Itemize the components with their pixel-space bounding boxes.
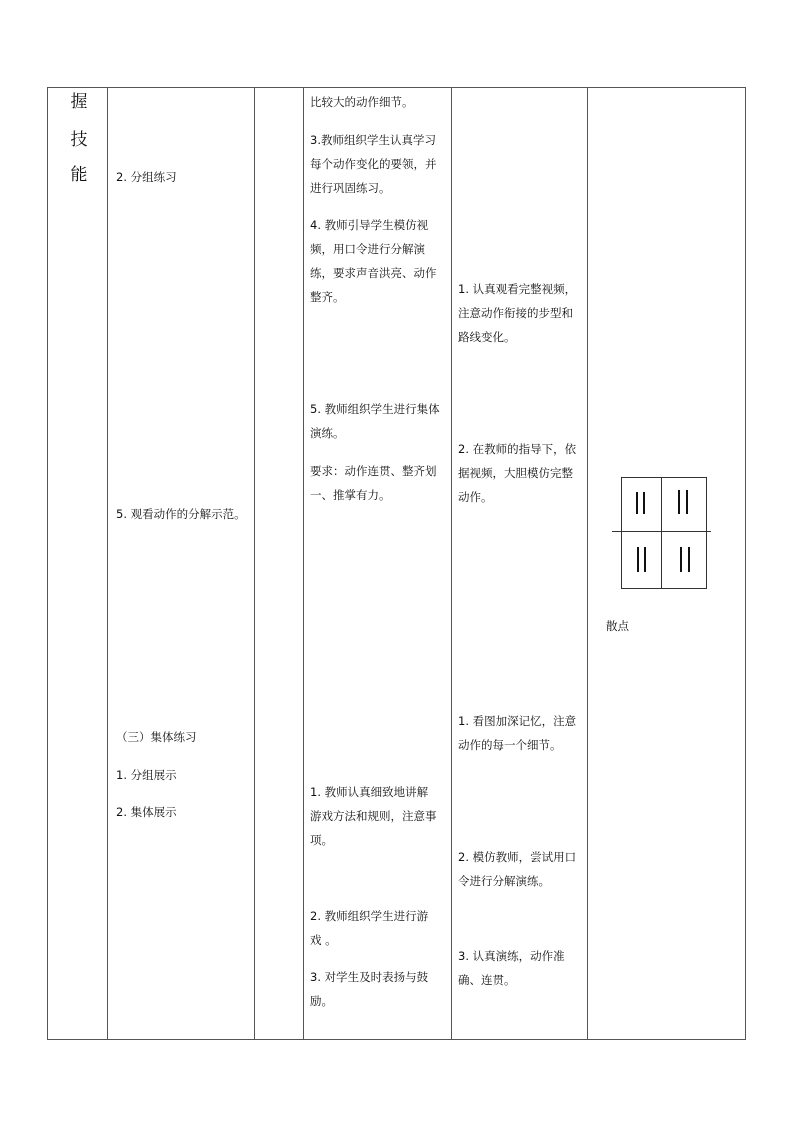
student-mark bbox=[688, 547, 690, 572]
student-line: 3. 认真演练，动作准 bbox=[458, 949, 565, 963]
teacher-line: 1. 教师认真细致地讲解 bbox=[310, 785, 429, 799]
student-line: 动作的每一个细节。 bbox=[458, 738, 562, 752]
formation-caption: 散点 bbox=[606, 619, 629, 633]
student-line: 2. 模仿教师，尝试用口 bbox=[458, 850, 577, 864]
student-mark bbox=[678, 490, 680, 514]
student-line: 2. 在教师的指导下，依 bbox=[458, 442, 577, 456]
column-divider-2 bbox=[107, 87, 108, 1040]
content-item: 5. 观看动作的分解示范。 bbox=[116, 507, 246, 521]
teacher-line: 励。 bbox=[310, 994, 333, 1008]
teacher-line: 练，要求声音洪亮、动作 bbox=[310, 266, 437, 280]
formation-frame-right bbox=[706, 477, 707, 589]
content-item: 2. 集体展示 bbox=[116, 805, 177, 819]
formation-frame-bottom bbox=[621, 588, 707, 589]
student-line: 路线变化。 bbox=[458, 330, 516, 344]
teacher-line: 整齐。 bbox=[310, 290, 345, 304]
teacher-line: 项。 bbox=[310, 833, 333, 847]
content-item: （三）集体练习 bbox=[116, 730, 197, 744]
table-top-border bbox=[47, 87, 746, 88]
formation-divider-horizontal bbox=[612, 531, 711, 532]
side-label-char: 能 bbox=[70, 165, 88, 185]
teacher-line: 戏 。 bbox=[310, 933, 337, 947]
student-line: 确、连贯。 bbox=[458, 973, 516, 987]
column-divider-6 bbox=[587, 87, 588, 1040]
teacher-line: 4. 教师引导学生模仿视 bbox=[310, 218, 429, 232]
formation-divider-vertical bbox=[661, 477, 662, 589]
teacher-line: 3.教师组织学生认真学习 bbox=[310, 133, 436, 147]
teacher-line: 频，用口令进行分解演 bbox=[310, 242, 425, 256]
student-mark bbox=[644, 547, 646, 572]
side-label-char: 握 bbox=[70, 92, 88, 112]
teacher-line: 比较大的动作细节。 bbox=[310, 95, 414, 109]
column-divider-4 bbox=[303, 87, 304, 1040]
student-line: 据视频，大胆模仿完整 bbox=[458, 466, 573, 480]
teacher-line: 演练。 bbox=[310, 426, 345, 440]
side-label-char: 技 bbox=[70, 130, 88, 150]
teacher-line: 2. 教师组织学生进行游 bbox=[310, 909, 429, 923]
column-divider-3 bbox=[254, 87, 255, 1040]
column-divider-1 bbox=[47, 87, 48, 1040]
teacher-line: 3. 对学生及时表扬与鼓 bbox=[310, 970, 429, 984]
student-line: 1. 认真观看完整视频， bbox=[458, 282, 577, 296]
content-item: 1. 分组展示 bbox=[116, 768, 177, 782]
student-mark bbox=[680, 547, 682, 572]
student-mark bbox=[637, 547, 639, 572]
student-mark bbox=[643, 492, 645, 514]
student-line: 动作。 bbox=[458, 490, 493, 504]
formation-frame-top bbox=[621, 477, 707, 478]
teacher-line: 每个动作变化的要领，并 bbox=[310, 157, 437, 171]
column-divider-7 bbox=[745, 87, 746, 1040]
teacher-line: 进行巩固练习。 bbox=[310, 181, 391, 195]
student-line: 1. 看图加深记忆，注意 bbox=[458, 714, 577, 728]
teacher-line: 要求：动作连贯、整齐划 bbox=[310, 464, 437, 478]
formation-frame-left bbox=[621, 477, 622, 589]
student-mark bbox=[636, 492, 638, 514]
student-line: 令进行分解演练。 bbox=[458, 874, 550, 888]
content-item: 2. 分组练习 bbox=[116, 170, 177, 184]
teacher-line: 5. 教师组织学生进行集体 bbox=[310, 402, 440, 416]
teacher-line: 一、推掌有力。 bbox=[310, 488, 391, 502]
student-line: 注意动作衔接的步型和 bbox=[458, 306, 573, 320]
student-mark bbox=[686, 490, 688, 514]
table-bottom-border bbox=[47, 1039, 746, 1040]
teacher-line: 游戏方法和规则，注意事 bbox=[310, 809, 437, 823]
column-divider-5 bbox=[451, 87, 452, 1040]
